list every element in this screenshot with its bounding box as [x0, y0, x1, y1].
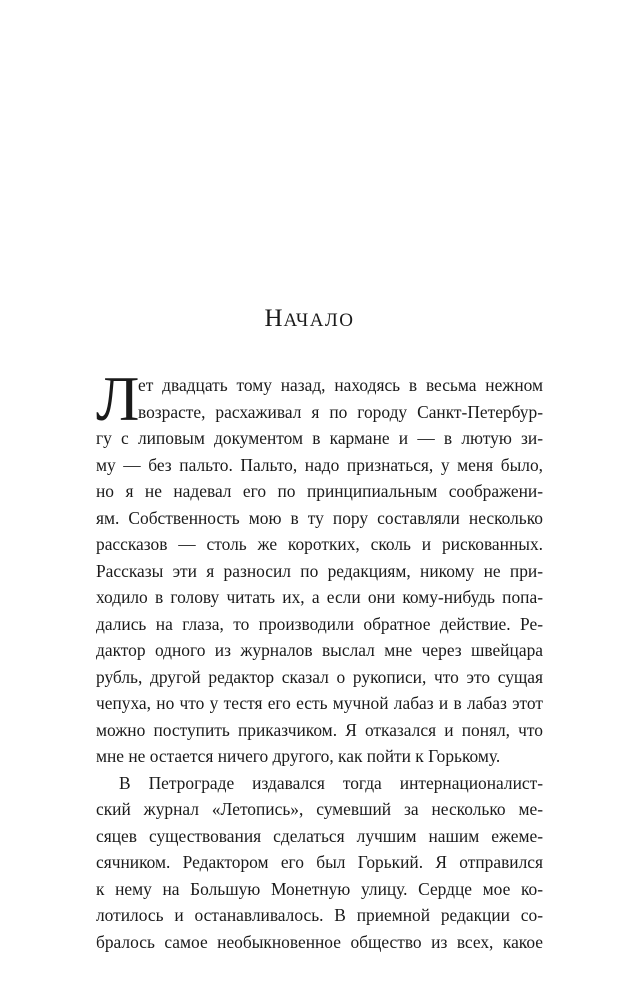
text-line: ходило в голову читать их, а если они кому-нибудь попа- [96, 587, 543, 607]
text-line: гу с липовым документом в кармане и — в лютую зи- [96, 428, 543, 448]
text-line: чепуха, но что у тестя его есть мучной лабаз и в лабаз этот [96, 693, 543, 713]
text-line: Рассказы эти я разносил по редакциям, никому не при- [96, 560, 543, 581]
text-line: возрасте, расхаживал я по городу Санкт-Петербур- [138, 401, 543, 422]
text-line: рубль, другой редактор сказал о рукописи, что это сущая [96, 666, 543, 687]
text-line: рассказов — столь же коротких, сколь и рискованных. [96, 534, 543, 554]
text-line: к нему на Большую Монетную улицу. Сердце мое ко- [96, 878, 543, 899]
chapter-body [96, 363, 543, 955]
text-line: но я не надевал его по принципиальным соображени- [96, 481, 543, 501]
text-line: ет двадцать тому назад, находясь в весьма нежном [138, 375, 543, 395]
text-line: дались на глаза, то производили обратное действие. Ре- [96, 613, 543, 634]
text-line: ям. Собственность мою в ту пору составляли несколько [96, 507, 543, 528]
text-line: му — без пальто. Пальто, надо признаться, у меня было, [96, 454, 543, 475]
text-line: можно поступить приказчиком. Я отказался и понял, что [96, 719, 543, 740]
text-line: мне не остается ничего другого, как пойти к Горькому. [96, 746, 501, 766]
text-line: дактор одного из журналов выслал мне через швейцара [96, 640, 543, 660]
text-line: лотилось и останавливалось. В приемной редакции со- [96, 905, 543, 925]
text-line: ский журнал «Летопись», сумевший за несколько ме- [96, 799, 543, 819]
chapter-title-rest: АЧАЛО [283, 310, 355, 331]
text-line: В Петрограде издавался тогда интернационалист- [119, 772, 543, 793]
chapter-title-initial: Н [264, 305, 284, 332]
text-line: сяцев существования сделаться лучшим нашим ежеме- [96, 825, 543, 846]
chapter-title [0, 303, 619, 337]
drop-cap-letter: Л [96, 363, 140, 434]
text-line: бралось самое необыкновенное общество из всех, какое [96, 931, 543, 952]
text-line: сячником. Редактором его был Горький. Я отправился [96, 852, 543, 872]
